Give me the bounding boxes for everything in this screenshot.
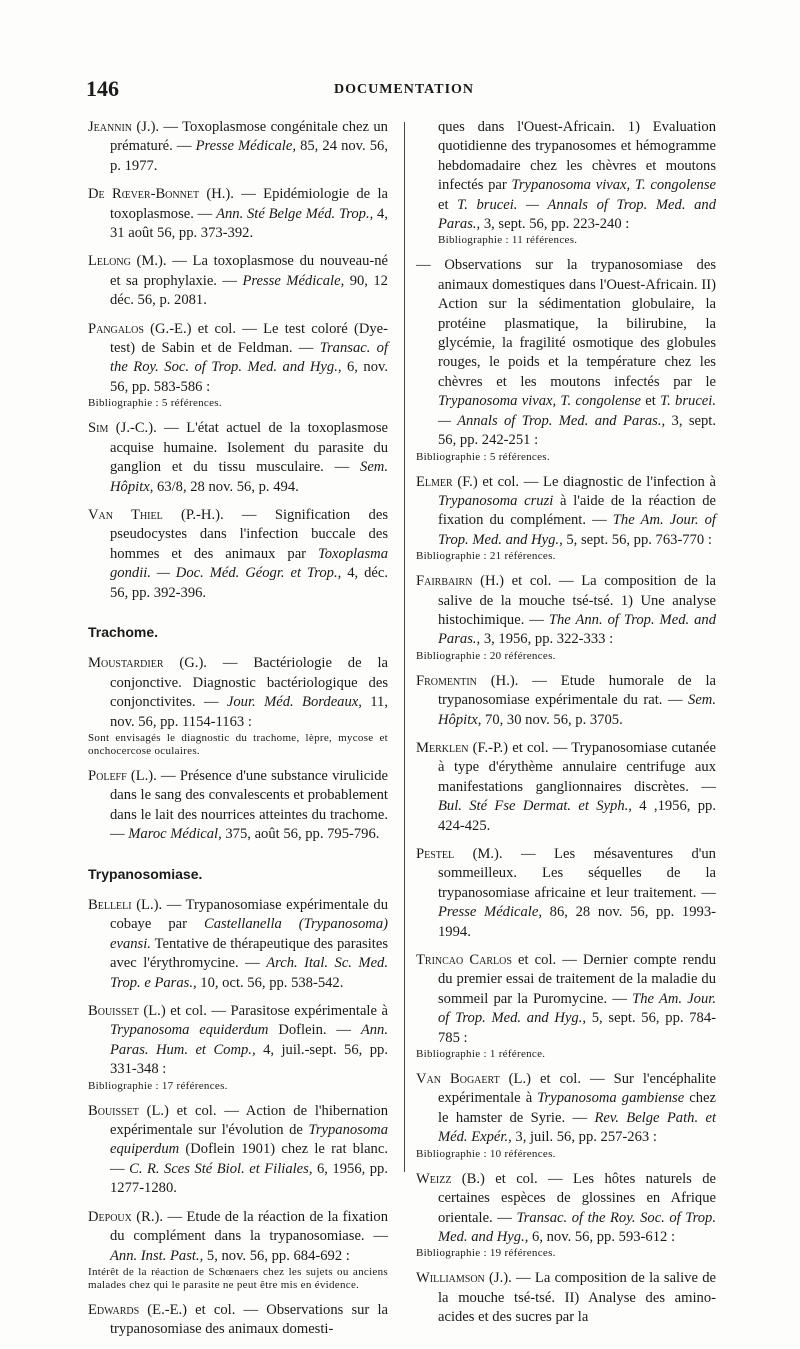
entry-note: Bibliographie : 1 référence.	[416, 1048, 546, 1061]
bibliography-entry	[88, 320, 388, 411]
entry-author: Van Bogaert (L.)	[416, 1071, 531, 1088]
entry-author: Williamson (J.).	[416, 1270, 512, 1287]
bibliography-entry	[416, 256, 716, 463]
entry-journal: Ann. Sté Belge Méd. Trop.,	[216, 205, 374, 222]
entry-journal: Trypanosoma equiperdum	[110, 1122, 388, 1158]
section-heading-trypanosomiase: Trypanosomiase.	[88, 865, 203, 882]
entry-journal: Trypanosoma vivax, T. congolense	[511, 177, 716, 194]
bibliography-entry	[88, 419, 388, 497]
entry-journal: Sem. Hôpitx,	[110, 459, 388, 495]
entry-author: Jeannin (J.).	[88, 119, 160, 135]
bibliography-entry	[416, 1070, 716, 1161]
entry-text: et col. — Les hôtes naturels de certaines espèces de glossines en Afrique orientale. —	[438, 1170, 716, 1226]
entry-tail: 4, 31 août 56, pp. 373-392.	[110, 205, 388, 242]
entry-text: — Etude de la réaction de la fixation du complément dans la trypanosomiase. —	[110, 1208, 388, 1245]
column-divider	[404, 122, 405, 1172]
entry-journal: Presse Médicale,	[242, 272, 345, 289]
bibliography-entry	[88, 185, 388, 243]
entry-author: Fromentin (H.).	[416, 672, 519, 689]
entry-tail: 3, 1956, pp. 322-333 :	[480, 631, 614, 648]
bibliography-entry	[416, 845, 716, 942]
entry-tail: 86, 28 nov. 56, pp. 1993-1994.	[438, 904, 716, 940]
entry-text: — Etude humorale de la trypanosomiase expérimentale du rat. —	[438, 672, 716, 709]
entry-journal: T. brucei. — Annals of Trop. Med. and Paras.,	[438, 196, 716, 233]
entry-journal: Trypanosoma equiderdum	[110, 1022, 269, 1039]
entry-author: Moustardier (G.).	[88, 655, 207, 672]
entry-text: — La toxoplasmose du nouveau-né et sa prophylaxie. —	[110, 253, 389, 289]
bibliography-entry	[416, 1170, 716, 1261]
entry-note: Bibliographie : 17 références.	[88, 1079, 228, 1092]
entry-text: et col. — Trypanosomiase cutanée à type d'érythème annulaire centrifuge aux manifestations ganglionnaires discrètes. —	[438, 739, 716, 795]
entry-journal: Trypanosoma vivax, T. congolense	[438, 393, 642, 410]
entry-note: Bibliographie : 21 références.	[416, 550, 556, 563]
entry-text: et	[438, 196, 458, 213]
entry-tail: 70, 30 nov. 56, p. 3705.	[481, 711, 623, 728]
entry-note: Sont envisagés le diagnostic du trachome, lèpre, mycose et onchocercose oculaires.	[88, 731, 388, 757]
entry-journal: Transac. of the Roy. Soc. of Trop. Med. and Hyg.,	[438, 1209, 716, 1245]
bibliography-entry-continued	[416, 118, 716, 247]
entry-author: De Rœver-Bonnet (H.).	[88, 186, 234, 203]
entry-text: Doflein. —	[268, 1022, 361, 1039]
bibliography-entry	[416, 473, 716, 564]
entry-text: Tentative de thérapeutique des parasites avec l'érythromycine. —	[110, 935, 388, 972]
entry-tail: 3, sept. 56, pp. 242-251 :	[438, 412, 716, 449]
entry-tail: 3, juil. 56, pp. 257-263 :	[511, 1129, 657, 1146]
entry-tail: 63/8, 28 nov. 56, p. 494.	[153, 478, 299, 495]
entry-author: Merklen (F.-P.)	[416, 739, 508, 756]
entry-journal: C. R. Sces Sté Biol. et Filiales,	[129, 1160, 313, 1177]
entry-tail: 6, 1956, pp. 1277-1280.	[110, 1160, 388, 1197]
entry-journal: Presse Médicale,	[438, 904, 542, 921]
entry-journal: The Am. Jour. of Trop. Med. and Hyg.,	[438, 512, 716, 548]
entry-journal: Trypanosoma gambiense	[537, 1090, 685, 1107]
entry-text: (Doflein 1901) chez le rat blanc. —	[110, 1141, 388, 1177]
entry-journal: Maroc Médical,	[128, 826, 222, 843]
entry-text: — Toxoplasmose congénitale chez un prématuré. —	[110, 119, 388, 155]
section-heading-trachome: Trachome.	[88, 623, 159, 640]
entry-text: et col. — Action de l'hibernation expérimentale sur l'évolution de	[110, 1102, 388, 1139]
entry-text: — L'état actuel de la toxoplasmose acquise humaine. Isolement du parasite du ganglion et du tissu musculaire. —	[110, 420, 388, 476]
entry-text: — Signification des pseudocystes dans l'infection buccale des hommes et des animaux par	[110, 506, 388, 562]
entry-text: et col. — Le test coloré (Dye-test) de Sabin et de Feldman. —	[110, 320, 389, 357]
entry-text: et col. — Observations sur la trypanosomiase des animaux domesti-	[110, 1301, 388, 1338]
entry-text: — Présence d'une substance virulicide dans le sang des convalescents et probablement dans le lait des nourrices atteintes du trachome. —	[110, 767, 388, 843]
entry-journal: Trypanosoma cruzi	[438, 492, 554, 509]
left-column	[88, 118, 388, 1349]
entry-text: à l'aide de la réaction de fixation du complément. —	[438, 492, 716, 529]
entry-text: — Epidémiologie de la toxoplasmose. —	[110, 186, 389, 222]
bibliography-entry	[88, 654, 388, 758]
bibliography-entry	[88, 252, 388, 310]
entry-tail: 4, déc. 56, pp. 392-396.	[110, 565, 388, 601]
entry-tail: 11, nov. 56, pp. 1154-1163 :	[110, 694, 388, 730]
entry-note: Bibliographie : 5 références.	[416, 450, 550, 463]
entry-tail: 5, sept. 56, pp. 763-770 :	[562, 531, 712, 548]
entry-text: — Bactériologie de la conjonctive. Diagnostic bactériologique des conjonctivites. —	[110, 655, 388, 711]
entry-journal: Ann. Inst. Past.,	[110, 1247, 204, 1264]
entry-journal: The Am. Jour. of Trop. Med. and Hyg.,	[438, 990, 716, 1027]
entry-tail: 10, oct. 56, pp. 538-542.	[196, 974, 344, 991]
entry-author: Edwards (E.-E.)	[88, 1301, 188, 1318]
entry-journal: Transac. of the Roy. Soc. of Trop. Med. and Hyg.,	[110, 340, 388, 376]
entry-journal: Arch. Ital. Sc. Med. Trop. e Paras.,	[110, 955, 389, 991]
entry-text: et col. — Dernier compte rendu du premier essai de traitement de la maladie du sommeil par la Puromycine. —	[438, 952, 716, 1007]
entry-journal: Castellanella (Trypanosoma) evansi.	[110, 916, 388, 952]
entry-author: Fairbairn (H.)	[416, 573, 505, 590]
bibliography-entry	[416, 951, 716, 1061]
entry-tail: 6, nov. 56, pp. 593-612 :	[528, 1228, 675, 1245]
entry-text: chez le hamster de Syrie. —	[438, 1090, 716, 1126]
entry-note: Intérêt de la réaction de Schœnaers chez les sujets ou anciens malades chez qui le parasite ne peut être mis en évidence.	[88, 1265, 388, 1291]
entry-text: — Observations sur la trypanosomiase des animaux domestiques dans l'Ouest-Africain. II) Action sur la sédimentation globulaire, la protéine plasmatique, la bilirubine, la glycémie, la fragilité osmotique des globules rouges, le poids et la température chez les chèvres et les moutons infectés par le	[416, 257, 716, 390]
entry-tail: 5, nov. 56, pp. 684-692 :	[203, 1247, 350, 1264]
entry-tail: 4, juil.-sept. 56, pp. 331-348 :	[110, 1041, 388, 1078]
page-number: 146	[86, 76, 119, 101]
bibliography-entry	[88, 767, 388, 845]
entry-journal: The Ann. of Trop. Med. and Paras.,	[438, 611, 716, 648]
bibliography-entry	[88, 1301, 388, 1340]
entry-journal: Ann. Paras. Hum. et Comp.,	[110, 1022, 388, 1058]
bibliography-entry	[88, 1102, 388, 1199]
entry-tail: 85, 24 nov. 56, p. 1977.	[110, 138, 388, 174]
bibliography-entry	[416, 572, 716, 663]
entry-tail: 375, août 56, pp. 795-796.	[221, 826, 380, 843]
entry-author: Bouisset (L.)	[88, 1102, 169, 1119]
entry-author: Van Thiel (P.-H.).	[88, 506, 224, 523]
entry-text: — Les mésaventures d'un sommeilleux. Les séquelles de la trypanosomiase africaine et leur traitement. —	[438, 846, 716, 901]
entry-note: Bibliographie : 5 références.	[88, 397, 222, 410]
entry-journal: Sem. Hôpitx,	[438, 692, 716, 728]
entry-text: et col. — Parasitose expérimentale à	[165, 1003, 388, 1020]
entry-journal: Bul. Sté Fse Dermat. et Syph.,	[438, 798, 632, 815]
entry-note: Bibliographie : 19 références.	[416, 1247, 556, 1260]
entry-author: Pestel (M.).	[416, 846, 503, 862]
entry-author: Pangalos (G.-E.)	[88, 320, 192, 337]
bibliography-entry	[88, 1002, 388, 1093]
entry-text: et col. — La composition de la salive de la mouche tsé-tsé. 1) Une analyse histochimique. —	[438, 573, 716, 628]
entry-journal: Toxoplasma gondii. — Doc. Méd. Géogr. et Trop.,	[110, 545, 388, 582]
entry-tail: 3, sept. 56, pp. 223-240 :	[480, 216, 630, 233]
entry-note: Bibliographie : 11 références.	[438, 234, 578, 247]
bibliography-entry	[416, 672, 716, 730]
entry-tail: 4 ,1956, pp. 424-425.	[438, 798, 716, 834]
entry-text: ques dans l'Ouest-Africain. 1) Evaluation quotidienne des trypanosomes et hémogramme hebdomadaire chez les chèvres et moutons infectés par	[438, 119, 716, 194]
bibliography-entry	[88, 506, 388, 603]
entry-author: Lelong (M.).	[88, 253, 167, 270]
entry-author: Trincao Carlos	[416, 952, 512, 969]
bibliography-entry	[416, 739, 716, 836]
entry-text: et col. — Sur l'encéphalite expérimentale à	[438, 1071, 716, 1107]
entry-journal: Presse Médicale,	[195, 138, 296, 155]
entry-author: Sim (J.-C.).	[88, 420, 157, 437]
entry-tail: 5, sept. 56, pp. 784-785 :	[438, 1010, 716, 1046]
running-head: DOCUMENTATION	[334, 82, 475, 97]
entry-text: et	[641, 393, 661, 410]
entry-author: Bouisset (L.)	[88, 1003, 166, 1020]
bibliography-entry	[88, 896, 388, 993]
entry-author: Belleli (L.).	[88, 897, 163, 913]
entry-author: Depoux (R.).	[88, 1208, 164, 1225]
entry-journal: Jour. Méd. Bordeaux,	[226, 694, 362, 711]
entry-note: Bibliographie : 20 références.	[416, 649, 556, 662]
entry-text: — La composition de la salive de la mouche tsé-tsé. II) Analyse des amino-acides et des sucres par la	[438, 1270, 716, 1326]
entry-tail: 6, nov. 56, pp. 583-586 :	[110, 359, 388, 395]
bibliography-entry	[88, 118, 388, 176]
entry-text: et col. — Le diagnostic de l'infection à	[477, 473, 716, 490]
entry-note: Bibliographie : 10 références.	[416, 1147, 556, 1160]
entry-journal: T. brucei. — Annals of Trop. Med. and Paras.,	[438, 393, 716, 429]
entry-journal: Rev. Belge Path. et Méd. Expér.,	[438, 1109, 717, 1146]
entry-text: — Trypanosomiase expérimentale du cobaye par	[110, 897, 388, 933]
right-column	[416, 118, 716, 1337]
bibliography-entry	[416, 1269, 716, 1327]
entry-author: Poleff (L.).	[88, 767, 157, 784]
entry-author: Elmer (F.)	[416, 473, 478, 490]
entry-tail: 90, 12 déc. 56, p. 2081.	[110, 272, 388, 309]
entry-author: Weizz (B.)	[416, 1170, 485, 1187]
